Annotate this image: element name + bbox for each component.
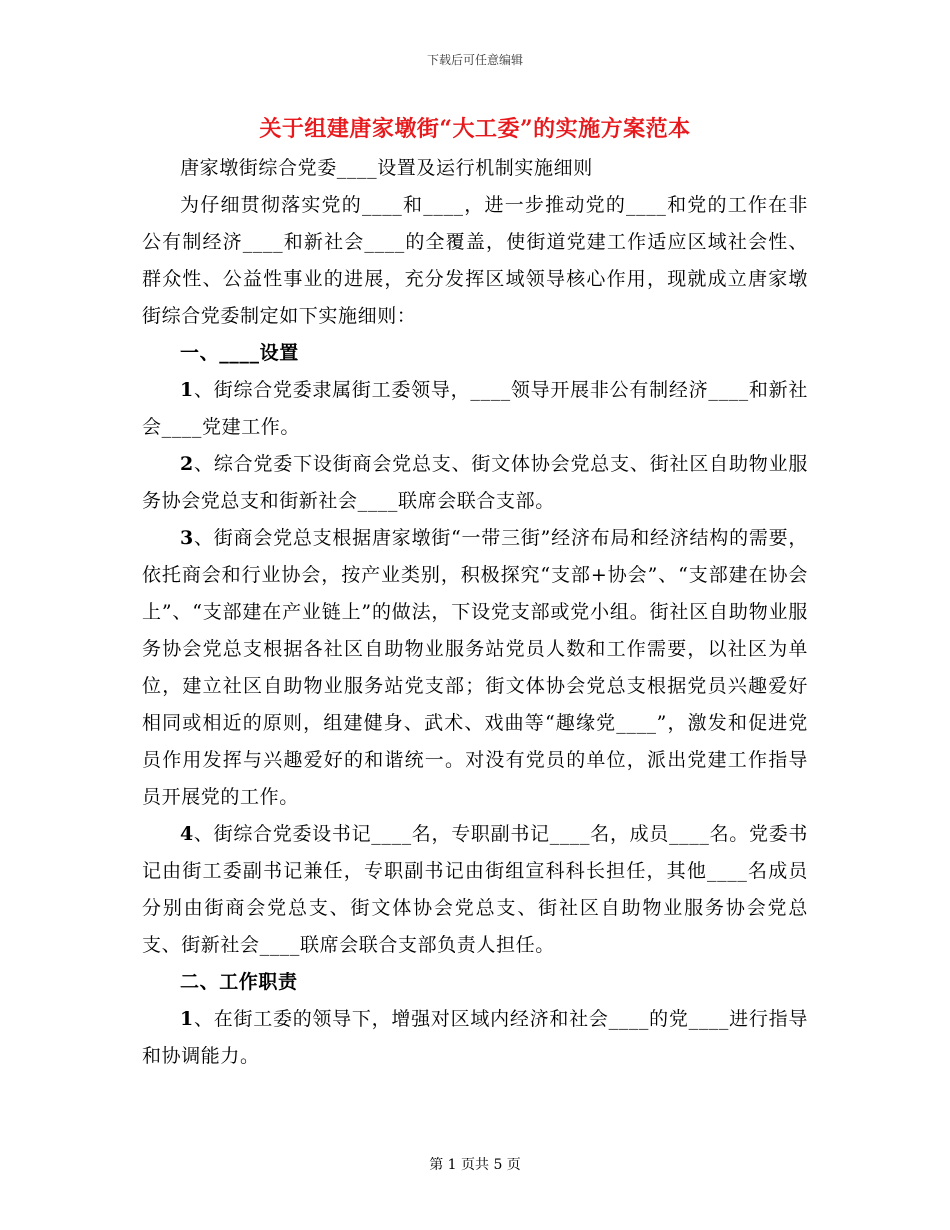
intro-paragraph: 为仔细贯彻落实党的____和____，进一步推动党的____和党的工作在非公有制经济____和新社会____的全覆盖，使街道党建工作适应区域社会性、群众性、公益性事业的进展，充分发挥区域领导核心作用，现就成立唐家墩街综合党委制定如下实施细则： xyxy=(142,194,808,327)
item-text: 、街综合党委设书记____名，专职副书记____名，成员____名。党委书记由街工委副书记兼任，专职副书记由街组宣科科长担任，其他____名成员分别由街商会党总支、街文体协会党总支、街社区自助物业服务协会党总支、街新社会____联席会联合支部负责人担任。 xyxy=(142,823,808,956)
document-body xyxy=(142,150,808,1075)
item-number: 2 xyxy=(180,453,194,475)
document-subtitle: 唐家墩街综合党委____设置及运行机制实施细则 xyxy=(180,157,593,179)
document-title: 关于组建唐家墩街“大工委”的实施方案范本 xyxy=(259,116,691,142)
item-number: 1 xyxy=(180,379,194,401)
section1-item-3 xyxy=(142,520,808,816)
item-number: 3 xyxy=(180,527,194,549)
section1-item-1 xyxy=(142,372,808,446)
item-number: 1 xyxy=(180,1008,194,1030)
section-heading-1: 一、____设置 xyxy=(180,342,299,364)
section-heading-2: 二、工作职责 xyxy=(180,971,298,993)
item-text: 、综合党委下设街商会党总支、街文体协会党总支、街社区自助物业服务协会党总支和街新社会____联席会联合支部。 xyxy=(142,453,808,512)
page-number: 第 1 页共 5 页 xyxy=(429,1157,521,1173)
item-text: 、街综合党委隶属街工委领导，____领导开展非公有制经济____和新社会____党建工作。 xyxy=(142,379,808,438)
section1-item-4 xyxy=(142,816,808,964)
item-text: 、在街工委的领导下，增强对区域内经济和社会____的党____进行指导和协调能力。 xyxy=(142,1008,808,1067)
section2-item-1 xyxy=(142,1001,808,1075)
item-text: 、街商会党总支根据唐家墩街“一带三街”经济布局和经济结构的需要，依托商会和行业协会，按产业类别，积极探究“支部+协会”、“支部建在协会上”、“支部建在产业链上”的做法，下设党支部或党小组。街社区自助物业服务协会党总支根据各社区自助物业服务站党员人数和工作需要，以社区为单位，建立社区自助物业服务站党支部；街文体协会党总支根据党员兴趣爱好相同或相近的原则，组建健身、武术、戏曲等“趣缘党____”，激发和促进党员作用发挥与兴趣爱好的和谐统一。对没有党员的单位，派出党建工作指导员开展党的工作。 xyxy=(142,527,808,808)
item-number: 4 xyxy=(180,823,194,845)
section1-item-2 xyxy=(142,446,808,520)
page-header-note: 下载后可任意编辑 xyxy=(426,53,523,67)
